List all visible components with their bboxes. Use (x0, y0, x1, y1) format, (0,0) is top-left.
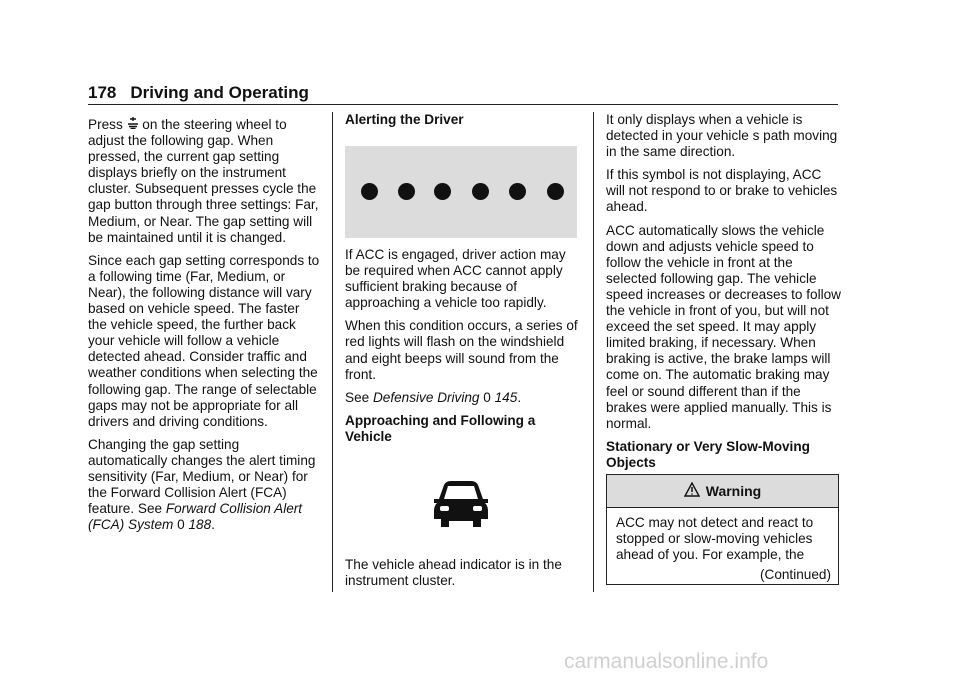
red-warning-lights-image (345, 146, 577, 238)
paragraph-driver-action: If ACC is engaged, driver action may be required when ACC cannot apply sufficient braking because of approaching a vehicle too rapidly. (345, 247, 566, 311)
warning-box (606, 474, 839, 585)
link-defensive-driving[interactable]: Defensive Driving (372, 389, 480, 405)
warning-text: ACC may not detect and react to stopped or slow-moving vehicles ahead of you. For example, the (616, 515, 814, 563)
text: See (345, 389, 373, 405)
column-1 (88, 116, 322, 540)
vehicle-ahead-icon (431, 479, 491, 531)
watermark: carmanualsonline.info (564, 650, 769, 673)
column-2-footer (345, 557, 580, 596)
heading-stationary-objects: Stationary or Very Slow-Moving Objects (606, 438, 810, 470)
warning-light-dot (361, 183, 378, 200)
text: . (517, 389, 522, 405)
text: Changing the gap setting automatically changes the alert timing sensitivity (Far, Medium, or Near) for the Forward Collision Alert (FCA) feature. See (88, 436, 316, 517)
paragraph-gap-time: Since each gap setting corresponds to a following time (Far, Medium, or Near), the following distance will vary based on vehicle speed. The faster the vehicle speed, the further back your vehicle will follow a vehicle detected ahead. Consider traffic and weather conditions when selecting the following gap. The range of selectable gaps may not be appropriate for all drivers and driving conditions. (88, 252, 320, 429)
section-title: Driving and Operating (130, 83, 309, 102)
paragraph-indicator-location: The vehicle ahead indicator is in the instrument cluster. (345, 557, 562, 589)
warning-light-dot (472, 183, 489, 200)
paragraph-alert-timing (88, 437, 322, 534)
page-ref-arrow: 0 (483, 389, 491, 405)
paragraph-see-defensive (345, 390, 580, 406)
header-rule (88, 104, 838, 105)
page-number: 178 (88, 83, 117, 102)
warning-light-dot (509, 183, 526, 200)
warning-title: Warning (705, 483, 762, 499)
paragraph-symbol-not-displaying: If this symbol is not displaying, ACC will not respond to or brake to vehicles ahead. (606, 167, 838, 215)
text: on the steering wheel to adjust the following gap. When pressed, the current gap setting displays briefly on the instrument cluster. Subsequent presses cycle the gap button through three settings: Far, Medium, or Near. The gap setting will be maintained until it is changed. (88, 117, 319, 245)
column-divider-1 (332, 112, 333, 592)
follow-distance-gap-icon (127, 116, 139, 133)
page-ref-arrow: 0 (177, 517, 185, 533)
paragraph-displays-when: It only displays when a vehicle is detected in your vehicle s path moving in the same direction. (606, 112, 838, 160)
warning-light-dot (398, 183, 415, 200)
continued-label: (Continued) (759, 567, 831, 582)
column-divider-2 (593, 112, 594, 592)
paragraph-acc-slows: ACC automatically slows the vehicle down and adjusts vehicle speed to follow the vehicle in front at the selected following gap. The vehicle speed increases or decreases to follow the vehicle in front of you, but will not exceed the set speed. It may apply limited braking, if necessary. When braking is active, the brake lamps will come on. The automatic braking may feel or sound different than if the brakes were applied manually. This is normal. (606, 222, 841, 431)
column-2 (345, 112, 580, 135)
page-ref-number[interactable]: 188 (188, 517, 212, 533)
paragraph-gap-button (88, 116, 322, 246)
warning-light-dot (434, 183, 451, 200)
heading-approaching-vehicle: Approaching and Following a Vehicle (345, 412, 536, 444)
warning-header (607, 475, 838, 508)
warning-light-dot (547, 183, 564, 200)
page-ref-number[interactable]: 145 (494, 389, 518, 405)
page-header (88, 83, 309, 103)
warning-triangle-icon (684, 482, 700, 501)
heading-alerting-the-driver: Alerting the Driver (345, 112, 464, 127)
column-3 (606, 112, 842, 478)
link-forward-collision-alert[interactable]: Forward Collision Alert (FCA) System (88, 501, 303, 533)
text: . (211, 517, 215, 533)
column-2-body (345, 247, 580, 452)
text: Press (88, 117, 127, 132)
paragraph-red-lights: When this condition occurs, a series of red lights will flash on the windshield and eight beeps will sound from the front. (345, 318, 578, 382)
